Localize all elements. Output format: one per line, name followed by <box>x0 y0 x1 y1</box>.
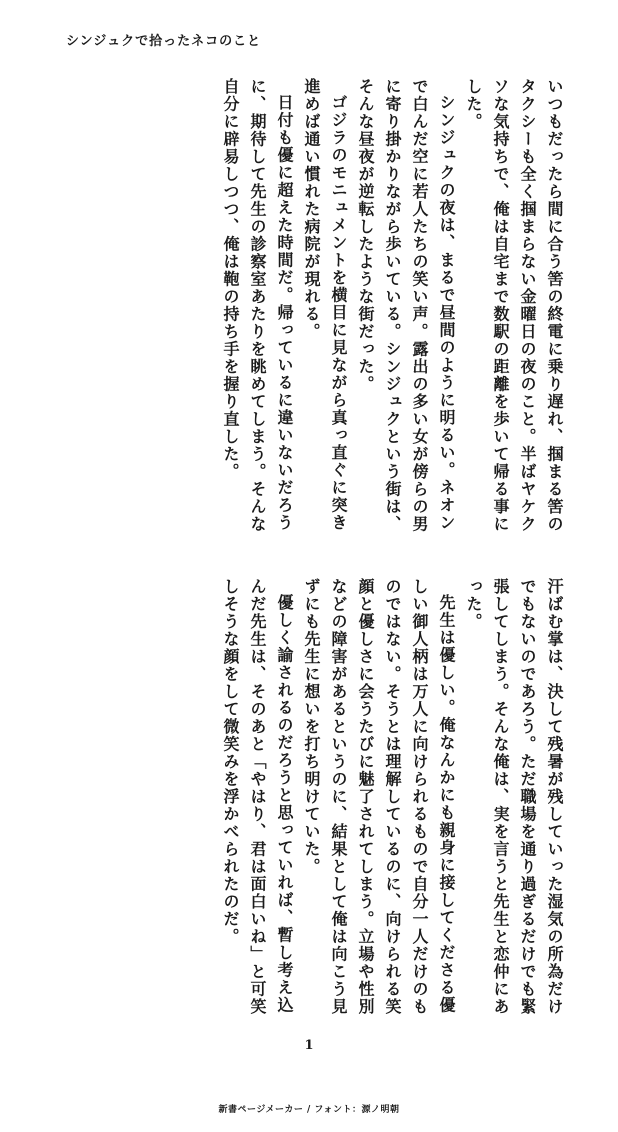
paragraph: シンジュクの夜は、まるで昼間のように明るい。ネオンで白んだ空に若人たちの笑い声。露出の多い女が傍らの男に寄り掛かりながら歩いている。シンジュクという街は、そんな昼夜が逆転したような街だった。 <box>356 78 456 533</box>
paragraph: 汗ばむ掌は、決して残暑が残していった湿気の所為だけでもないのであろう。ただ職場を通り過ぎるだけでも緊張してしまう。そんな俺は、実を言うと先生と恋仲にあった。 <box>464 578 564 1016</box>
text-block-top <box>48 78 568 533</box>
paragraph: 優しく諭されるのだろうと思っていれば、暫し考え込んだ先生は、そのあと「やはり、君は面白いね」と可笑しそうな顔をして微笑みを浮かべられたのだ。 <box>221 578 294 1016</box>
paragraph: ゴジラのモニュメントを横目に見ながら真っ直ぐに突き進めば通い慣れた病院が現れる。 <box>302 78 348 532</box>
text-block-bottom <box>48 578 568 1018</box>
page-title: シンジュクで拾ったネコのこと <box>66 34 262 49</box>
paragraph: 先生は優しい。俺なんかにも親身に接してくださる優しい御人柄は万人に向けられるもので自分一人だけのものではない。そうとは理解しているのに、向けられる笑顔と優しさに会うたびに魅了されてしまう。立場や性別などの障害があるというのに、結果として俺は向こう見ずにも先生に想いを打ち明けていた。 <box>302 578 456 1016</box>
paragraph: いつもだったら間に合う筈の終電に乗り遅れ、掴まる筈のタクシーも全く掴まらない金曜日の夜のこと。半ばヤケクソな気持ちで、俺は自宅まで数駅の距離を歩いて帰る事にした。 <box>464 78 564 533</box>
page-number: 1 <box>304 1038 314 1053</box>
footer-credit: 新書ページメーカー / フォント：源ノ明朝 <box>218 1105 400 1115</box>
paragraph: 日付も優に超えた時間だ。帰っているに違いないだろうに、期待して先生の診察室あたりを眺めてしまう。そんな自分に辟易しつつ、俺は鞄の持ち手を握り直した。 <box>221 78 294 533</box>
